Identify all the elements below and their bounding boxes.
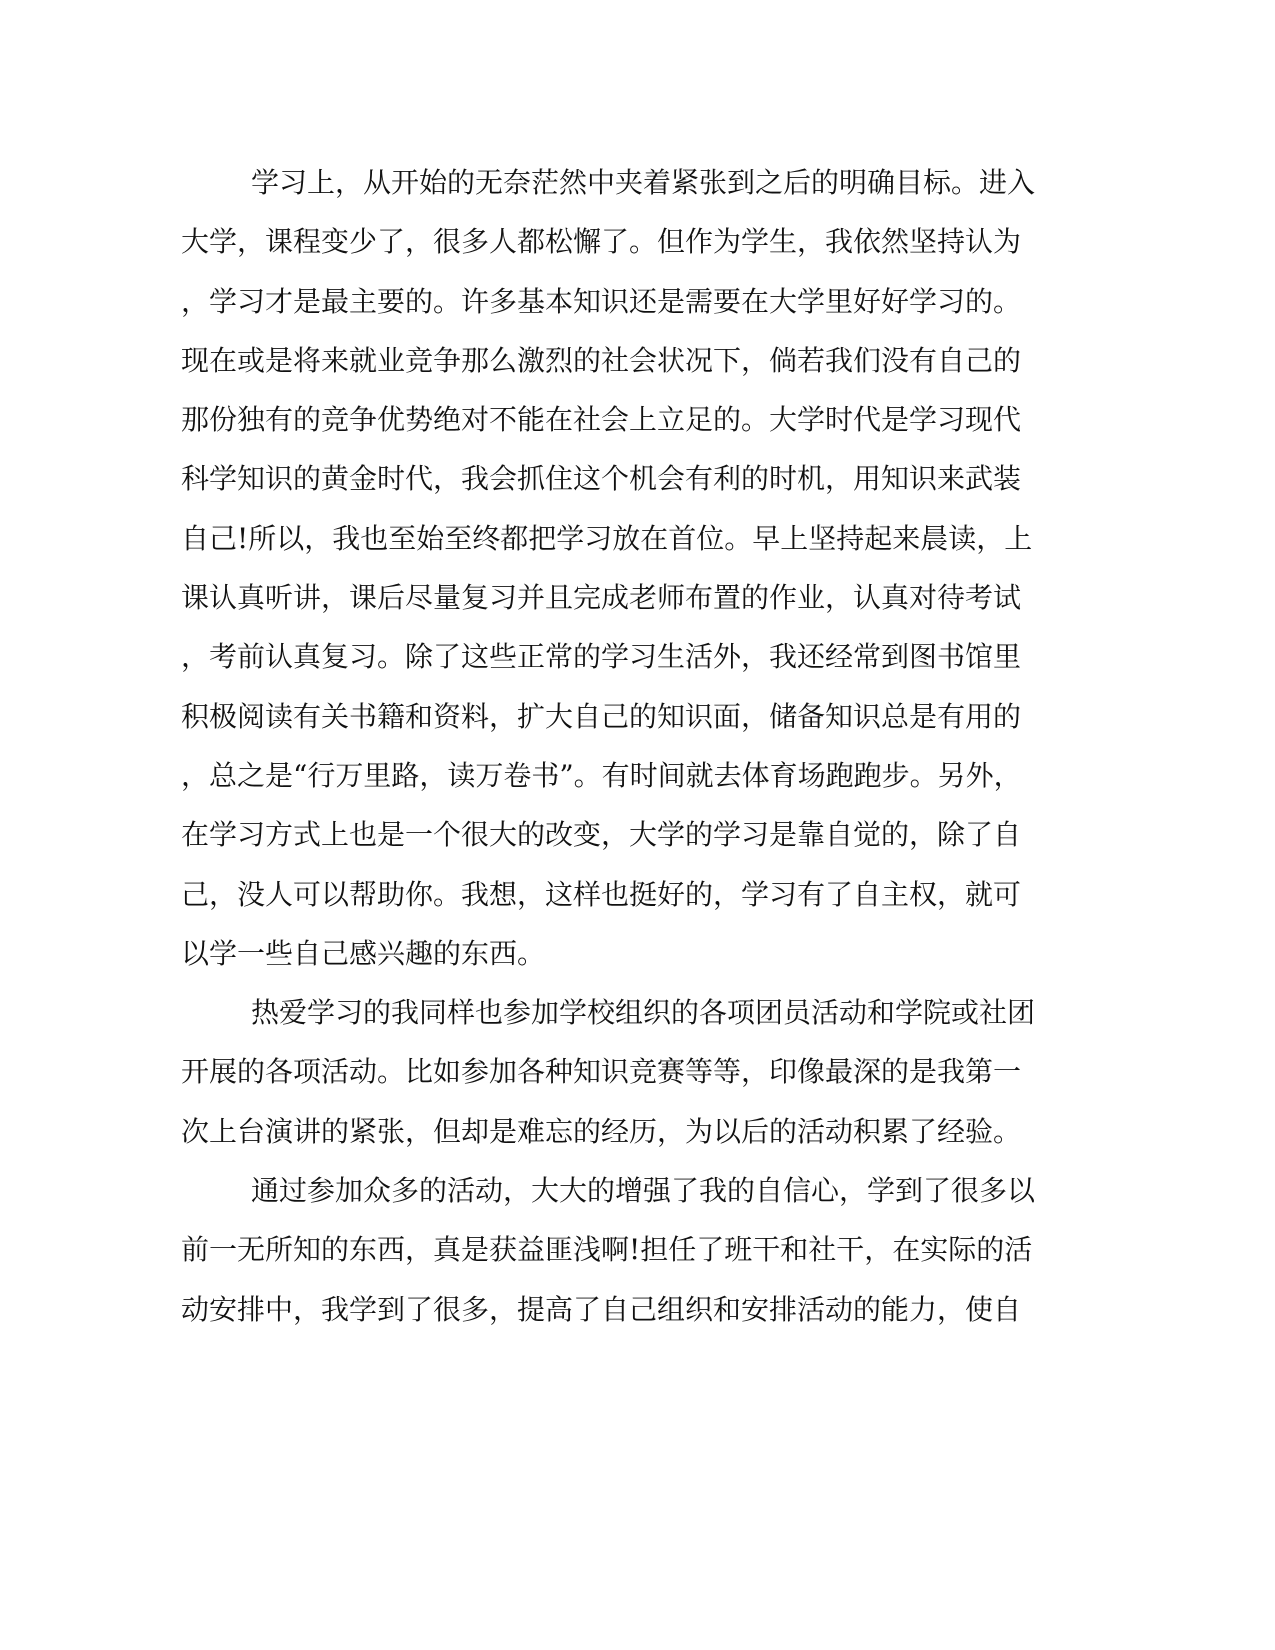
paragraph-1-line-1: 学习上，从开始的无奈茫然中夹着紧张到之后的明确目标。进入 bbox=[251, 166, 1036, 199]
paragraph-1-line-10: 积极阅读有关书籍和资料，扩大自己的知识面，储备知识总是有用的 bbox=[181, 699, 1022, 733]
paragraph-1-line-3: ，学习才是最主要的。许多基本知识还是需要在大学里好好学习的。 bbox=[181, 284, 1022, 318]
paragraph-3-line-3: 动安排中，我学到了很多，提高了自己组织和安排活动的能力，使自 bbox=[181, 1292, 1022, 1326]
body-text bbox=[181, 160, 1081, 1346]
paragraph-1-line-13: 己，没人可以帮助你。我想，这样也挺好的，学习有了自主权，就可 bbox=[181, 877, 1022, 911]
paragraph-1-line-4: 现在或是将来就业竞争那么激烈的社会状况下，倘若我们没有自己的 bbox=[181, 343, 1022, 377]
paragraph-2-line-2: 开展的各项活动。比如参加各种知识竞赛等等，印像最深的是我第一 bbox=[181, 1055, 1022, 1089]
paragraph-1-line-11: ，总之是“行万里路，读万卷书”。有时间就去体育场跑跑步。另外， bbox=[181, 758, 1022, 792]
paragraph-2-line-3: 次上台演讲的紧张，但却是难忘的经历，为以后的活动积累了经验。 bbox=[181, 1114, 1022, 1148]
paragraph-1-line-2: 大学，课程变少了，很多人都松懈了。但作为学生，我依然坚持认为 bbox=[181, 225, 1022, 259]
paragraph-1-line-9: ，考前认真复习。除了这些正常的学习生活外，我还经常到图书馆里 bbox=[181, 640, 1022, 674]
paragraph-1-line-12: 在学习方式上也是一个很大的改变，大学的学习是靠自觉的，除了自 bbox=[181, 818, 1022, 852]
paragraph-1-line-7: 自己!所以，我也至始至终都把学习放在首位。早上坚持起来晨读，上 bbox=[181, 521, 1033, 555]
paragraph-2-line-1: 热爱学习的我同样也参加学校组织的各项团员活动和学院或社团 bbox=[251, 996, 1036, 1030]
paragraph-1-line-14: 以学一些自己感兴趣的东西。 bbox=[181, 936, 546, 970]
paragraph-1-line-6: 科学知识的黄金时代，我会抓住这个机会有利的时机，用知识来武装 bbox=[181, 462, 1022, 496]
paragraph-1-line-5: 那份独有的竞争优势绝对不能在社会上立足的。大学时代是学习现代 bbox=[181, 403, 1022, 437]
paragraph-1-line-8: 课认真听讲，课后尽量复习并且完成老师布置的作业，认真对待考试 bbox=[181, 581, 1022, 615]
paragraph-3-line-1: 通过参加众多的活动，大大的增强了我的自信心，学到了很多以 bbox=[251, 1174, 1036, 1208]
paragraph-3-line-2: 前一无所知的东西，真是获益匪浅啊!担任了班干和社干，在实际的活 bbox=[181, 1233, 1033, 1267]
